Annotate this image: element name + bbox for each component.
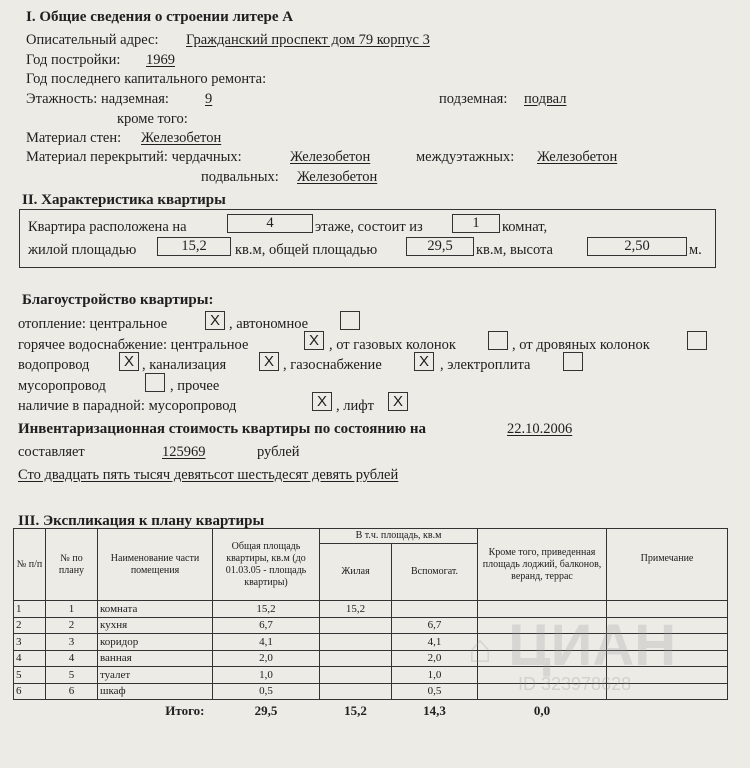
- located-label: Квартира расположена на: [28, 219, 187, 235]
- header-num: № п/п: [14, 529, 46, 601]
- cell-name: ванная: [98, 650, 213, 667]
- cell-living: [320, 667, 392, 684]
- cell-plan: 4: [46, 650, 98, 667]
- cell-total: 0,5: [213, 683, 320, 700]
- rooms-label: комнат,: [502, 219, 548, 235]
- garbage-label: мусоропровод: [18, 378, 106, 394]
- height-label: кв.м, высота: [476, 242, 553, 258]
- lift-label: , лифт: [336, 398, 374, 414]
- cell-plan: 3: [46, 634, 98, 651]
- underground-label: подземная:: [439, 91, 508, 107]
- header-living: Жилая: [320, 544, 392, 601]
- cell-num: 2: [14, 617, 46, 634]
- floors-above-value: 9: [205, 91, 213, 107]
- floor-value: 4: [227, 214, 313, 233]
- entrance-label: наличие в парадной: мусоропровод: [18, 398, 237, 414]
- autonomous-label: , автономное: [229, 316, 309, 332]
- amount-label: составляет: [18, 444, 85, 460]
- total-area-label: кв.м, общей площадью: [235, 242, 378, 258]
- rooms-value: 1: [452, 214, 500, 233]
- cell-living: 15,2: [320, 601, 392, 618]
- cell-name: коридор: [98, 634, 213, 651]
- besides-label: кроме того:: [117, 111, 188, 127]
- address-value: Гражданский проспект дом 79 корпус 3: [186, 32, 430, 48]
- water-label: водопровод: [18, 357, 90, 373]
- amenities-title: Благоустройство квартиры:: [22, 292, 214, 308]
- cell-plan: 5: [46, 667, 98, 684]
- cell-name: шкаф: [98, 683, 213, 700]
- totals-extra: 0,0: [533, 703, 551, 718]
- cell-living: [320, 634, 392, 651]
- hotwater-label: горячее водоснабжение: центральное: [18, 337, 249, 353]
- gas-columns-checkbox[interactable]: [488, 331, 508, 350]
- cell-num: 3: [14, 634, 46, 651]
- interfloor-value: Железобетон: [537, 149, 618, 165]
- cell-aux: 1,0: [392, 667, 478, 684]
- cell-total: 6,7: [213, 617, 320, 634]
- cell-plan: 6: [46, 683, 98, 700]
- cell-name: туалет: [98, 667, 213, 684]
- header-extra: Кроме того, приведенная площадь лоджий, балконов, веранд, террас: [478, 529, 607, 601]
- gas-checkbox[interactable]: X: [414, 352, 434, 371]
- cell-living: [320, 650, 392, 667]
- heating-autonomous-checkbox[interactable]: [340, 311, 360, 330]
- sewer-checkbox[interactable]: X: [259, 352, 279, 371]
- watermark-id: ID 323978628: [518, 674, 632, 694]
- valuation-label: Инвентаризационная стоимость квартиры по состоянию на: [18, 421, 426, 437]
- wood-columns-label: , от дровяных колонок: [512, 337, 650, 353]
- basement-label: подвальных:: [201, 169, 279, 185]
- cell-aux: 6,7: [392, 617, 478, 634]
- header-aux: Вспомогат.: [392, 544, 478, 601]
- cell-plan: 2: [46, 617, 98, 634]
- cell-living: [320, 617, 392, 634]
- wood-columns-checkbox[interactable]: [687, 331, 707, 350]
- garbage-chute-checkbox[interactable]: [145, 373, 165, 392]
- currency-label: рублей: [257, 444, 300, 460]
- gas-label: , газоснабжение: [283, 357, 382, 373]
- totals-note: [607, 700, 728, 723]
- cell-name: комната: [98, 601, 213, 618]
- header-total: Общая площадь квартиры, кв.м (до 01.03.05 - площадь квартиры): [213, 529, 320, 601]
- cell-aux: [392, 601, 478, 618]
- cell-total: 2,0: [213, 650, 320, 667]
- section3-title: III. Экспликация к плану квартиры: [18, 513, 265, 529]
- entrance-garbage-checkbox[interactable]: X: [312, 392, 332, 411]
- cell-num: 4: [14, 650, 46, 667]
- electric-stove-checkbox[interactable]: [563, 352, 583, 371]
- totals-label: Итого:: [165, 703, 205, 718]
- section2-title: II. Характеристика квартиры: [22, 192, 226, 208]
- hotwater-central-checkbox[interactable]: X: [304, 331, 324, 350]
- cell-plan: 1: [46, 601, 98, 618]
- valuation-date: 22.10.2006: [507, 421, 573, 437]
- totals-total: 29,5: [254, 703, 278, 718]
- address-label: Описательный адрес:: [26, 32, 159, 48]
- other-label: , прочее: [170, 378, 220, 394]
- cell-aux: 0,5: [392, 683, 478, 700]
- cell-aux: 4,1: [392, 634, 478, 651]
- living-area-value: 15,2: [157, 237, 231, 256]
- totals-row: [14, 700, 728, 723]
- walls-value: Железобетон: [141, 130, 222, 146]
- living-area-label: жилой площадью: [28, 242, 137, 258]
- floors-label: Этажность: надземная:: [26, 91, 169, 107]
- year-label: Год постройки:: [26, 52, 121, 68]
- walls-label: Материал стен:: [26, 130, 122, 146]
- repair-label: Год последнего капитального ремонта:: [26, 71, 267, 87]
- basement-value: Железобетон: [297, 169, 378, 185]
- sewer-label: , канализация: [142, 357, 227, 373]
- cell-num: 1: [14, 601, 46, 618]
- heating-label: отопление: центральное: [18, 316, 168, 332]
- header-plan: № по плану: [46, 529, 98, 601]
- cell-num: 5: [14, 667, 46, 684]
- year-value: 1969: [146, 52, 175, 68]
- cell-living: [320, 683, 392, 700]
- underground-value: подвал: [524, 91, 567, 107]
- water-checkbox[interactable]: X: [119, 352, 139, 371]
- totals-aux: 14,3: [423, 703, 446, 718]
- electric-label: , электроплита: [440, 357, 531, 373]
- section1-title: I. Общие сведения о строении литере А: [26, 9, 294, 25]
- amount-in-words: Сто двадцать пять тысяч девятьсот шестьдесят девять рублей: [18, 467, 399, 483]
- cell-total: 4,1: [213, 634, 320, 651]
- cell-num: 6: [14, 683, 46, 700]
- totals-living: 15,2: [344, 703, 367, 718]
- lift-checkbox[interactable]: X: [388, 392, 408, 411]
- cell-total: 15,2: [213, 601, 320, 618]
- header-incl: В т.ч. площадь, кв.м: [320, 529, 478, 544]
- watermark-logo: ⌂ ЦИАН: [468, 613, 677, 678]
- interfloor-label: междуэтажных:: [416, 149, 515, 165]
- total-area-value: 29,5: [406, 237, 474, 256]
- consists-label: этаже, состоит из: [315, 219, 423, 235]
- meters-label: м.: [689, 242, 702, 258]
- header-name: Наименование части помещения: [98, 529, 213, 601]
- height-value: 2,50: [587, 237, 687, 256]
- header-note: Примечание: [607, 529, 728, 601]
- cell-total: 1,0: [213, 667, 320, 684]
- gas-columns-label: , от газовых колонок: [329, 337, 456, 353]
- ceilings-label: Материал перекрытий: чердачных:: [26, 149, 242, 165]
- cell-aux: 2,0: [392, 650, 478, 667]
- heating-central-checkbox[interactable]: X: [205, 311, 225, 330]
- amount-value: 125969: [162, 444, 206, 460]
- attic-value: Железобетон: [290, 149, 371, 165]
- cell-name: кухня: [98, 617, 213, 634]
